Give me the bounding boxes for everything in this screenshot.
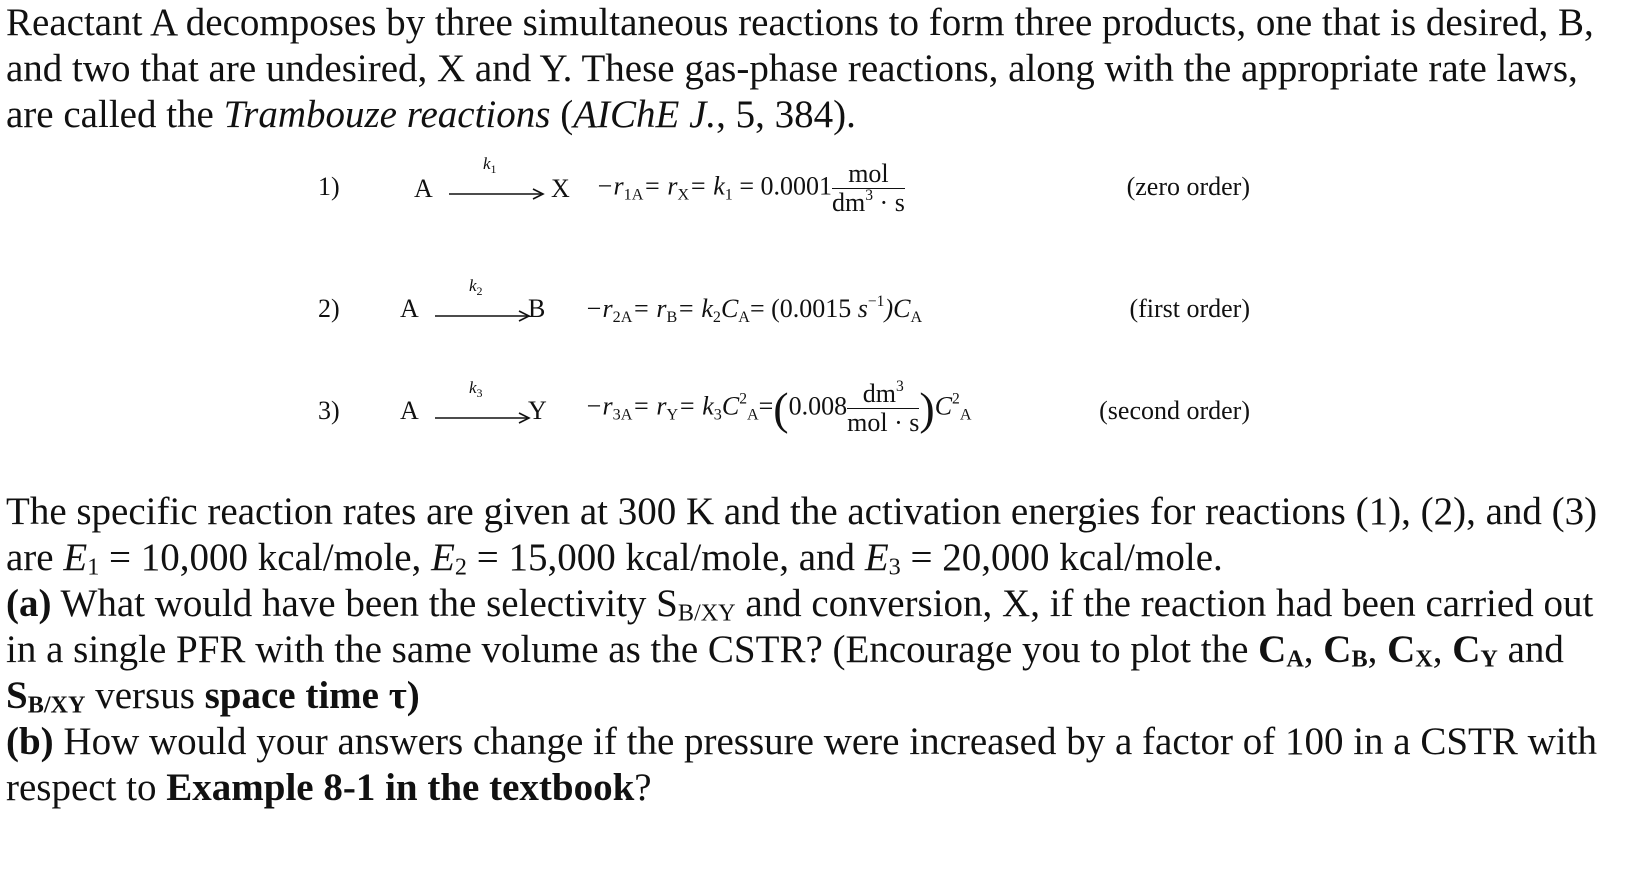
question-text: and conversion, X, if the reaction had been carried out in a single PFR with the same volume as the CSTR? (Encourage you to plot the — [6, 582, 1594, 671]
trambouze-term: Trambouze reactions — [223, 93, 551, 136]
rate-law: −r2A= rB= k2CA= (0.0015 $s^{-1})CA$ — [585, 293, 923, 326]
reaction-3 — [0, 378, 1625, 486]
reaction-number: 3) — [318, 396, 340, 425]
reactant: A — [400, 294, 419, 323]
rate-constant-label: $k_3$ — [469, 378, 483, 400]
part-a-label: (a) — [6, 582, 52, 625]
rate-constant-label: $k_1$ — [483, 154, 497, 176]
reaction-arrow-icon — [433, 378, 537, 436]
reaction-order: (zero order) — [1126, 172, 1250, 201]
rate-law: −r1A= rX= k1 = 0.0001 $\frac{\text{mol}}{dm^3 \cdot s}$ — [596, 159, 905, 217]
reaction-2 — [0, 276, 1625, 384]
product: Y — [528, 396, 547, 425]
reaction-number: 2) — [318, 294, 340, 323]
rate-law: $-r3A= rY= k3C^2A=(0.008$ $\frac{dm^3}{\text{mol · s}}$ )$C^2A$ — [585, 378, 972, 437]
intro-paragraph — [6, 0, 1606, 138]
rate-constant-label: $k_2$ — [469, 276, 483, 298]
example-reference: Example 8-1 in the textbook — [166, 766, 635, 809]
part-b-label: (b) — [6, 720, 54, 763]
reaction-arrow-icon — [433, 276, 537, 334]
product: X — [551, 174, 570, 203]
product: B — [528, 294, 546, 323]
reaction-order: (first order) — [1129, 294, 1250, 323]
reaction-number: 1) — [318, 172, 340, 201]
intro-text: ( — [550, 93, 574, 136]
question-text: How would your answers change if the pressure were increased by a factor of 100 in a CSTR with respect to — [6, 720, 1597, 809]
reactant: A — [414, 174, 433, 203]
reaction-1 — [0, 154, 1625, 262]
questions-paragraph: The specific reaction rates are given at 300 K and the activation energies for reactions (1), (2), and (3) are E1 = 10,000 kcal/mole, E2 = 15,000 kcal/mole, and E3 = 20,000 kcal/mole. (a) What would have been the selectivity SB/XY and conversion, X, if the reaction had been carried out in a single PFR with the same volume as the CSTR? (Encourage you to plot the CA, CB, CX, CY and SB/XY versus space time τ) (b) How would your answers change if the pressure were increased by a factor of 100 in a CSTR with respect to Example 8-1 in the textbook? — [6, 490, 1598, 809]
reaction-order: (second order) — [1099, 396, 1250, 425]
reaction-arrow-icon — [447, 154, 551, 212]
question-text: What would have been the selectivity S — [51, 582, 678, 625]
question-text: The specific reaction rates are given at 300 K and the activation energies for reactions (1), (2), and (3) are — [6, 490, 1598, 579]
intro-text: Reactant A decomposes by three simultaneous reactions to form three products, one that is desired, B, and two that are undesired, X and Y. These gas-phase reactions, along with the appropriate rate laws, are called the — [6, 1, 1594, 136]
reactant: A — [400, 396, 419, 425]
intro-text: , 5, 384). — [716, 93, 856, 136]
journal-name: AIChE J. — [573, 93, 717, 136]
